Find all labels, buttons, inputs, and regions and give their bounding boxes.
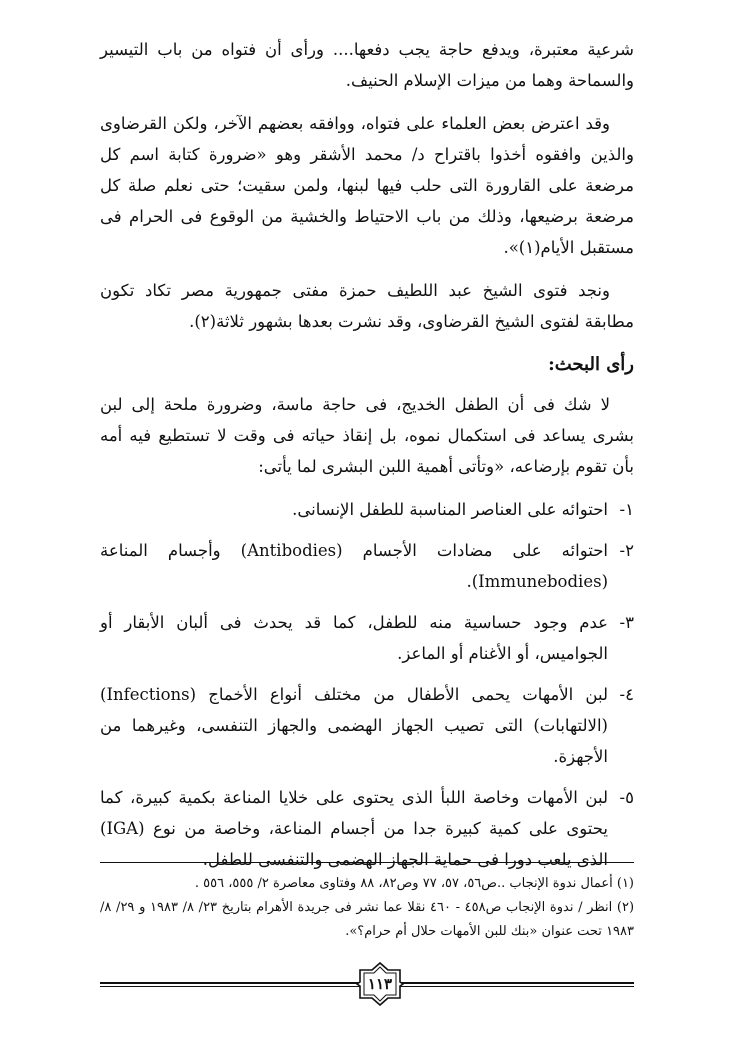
list-item — [100, 679, 634, 772]
list-item-number: ١- — [619, 500, 634, 519]
list-item-text: لبن الأمهات وخاصة اللبأ الذى يحتوى على خلايا المناعة بكمية كبيرة، كما يحتوى على كمية كبيرة جدا من أجسام المناعة، وخاصة من نوع (IGA) الذى يلعب دورا فى حماية الجهاز الهضمى والتنفسى للطفل. — [100, 788, 608, 869]
list-item-text: احتوائه على مضادات الأجسام (Antibodies) وأجسام المناعة (Immunebodies). — [100, 541, 608, 591]
list-item-number: ٣- — [619, 613, 634, 632]
footnote-divider — [100, 862, 634, 863]
page-body — [100, 34, 634, 885]
list-item — [100, 535, 634, 597]
list-item — [100, 494, 634, 525]
paragraph-1: شرعية معتبرة، ويدفع حاجة يجب دفعها.... ورأى أن فتواه من باب التيسير والسماحة وهما من ميزات الإسلام الحنيف. — [100, 40, 634, 90]
list-item-number: ٢- — [619, 541, 634, 560]
benefits-list — [100, 494, 634, 875]
list-item-text: لبن الأمهات يحمى الأطفال من مختلف أنواع الأخماج (Infections) (الالتهابات) التى تصيب الجهاز الهضمى والجهاز التنفسى، وغيرهما من الأجهزة. — [100, 685, 608, 766]
list-item-text: احتوائه على العناصر المناسبة للطفل الإنسانى. — [292, 500, 608, 519]
list-item-number: ٥- — [619, 788, 634, 807]
section-heading: رأى البحث: — [548, 354, 634, 375]
paragraph-2: وقد اعترض بعض العلماء على فتواه، ووافقه بعضهم الآخر، ولكن القرضاوى والذين وافقوه أخذوا باقتراح د/ محمد الأشقر وهو «ضرورة كتابة اسم كل مرضعة على القارورة التى حلب فيها لبنها، ولمن سقيت؛ حتى نعلم صلة كل مرضعة برضيعها، وذلك من باب الاحتياط والخشية من الوقوع فى الحرام فى مستقبل الأيام(١)». — [100, 114, 634, 257]
footnotes — [100, 872, 634, 944]
page-number-ornament — [356, 962, 404, 1006]
list-item-text: عدم وجود حساسية منه للطفل، كما قد يحدث فى ألبان الأبقار أو الجواميس، أو الأغنام أو الماعز. — [100, 613, 608, 663]
list-item-number: ٤- — [619, 685, 634, 704]
list-item — [100, 607, 634, 669]
footnote-2: (٢) انظر / ندوة الإنجاب ص٤٥٨ - ٤٦٠ نقلا عما نشر فى جريدة الأهرام بتاريخ ٢٣/ ٨/ ١٩٨٣ و ٢٩/ ٨/ ١٩٨٣ تحت عنوان «بنك للبن الأمهات حلال أم حرام؟». — [100, 900, 635, 939]
page-number: ١١٣ — [367, 975, 393, 993]
paragraph-3: ونجد فتوى الشيخ عبد اللطيف حمزة مفتى جمهورية مصر تكاد تكون مطابقة لفتوى الشيخ القرضاوى، وقد نشرت بعدها بشهور ثلاثة(٢). — [100, 281, 634, 331]
footnote-1: (١) أعمال ندوة الإنجاب ..ص٥٦، ٥٧، ٧٧ وص٨٢، ٨٨ وفتاوى معاصرة ٢/ ٥٥٥، ٥٥٦ . — [194, 876, 634, 891]
paragraph-4: لا شك فى أن الطفل الخديج، فى حاجة ماسة، وضرورة ملحة إلى لبن بشرى يساعد فى استكمال نموه، بل إنقاذ حياته فى وقت لا تستطيع فيه أمه بأن تقوم بإرضاعه، «وتأتى أهمية اللبن البشرى لما يأتى: — [100, 395, 634, 476]
